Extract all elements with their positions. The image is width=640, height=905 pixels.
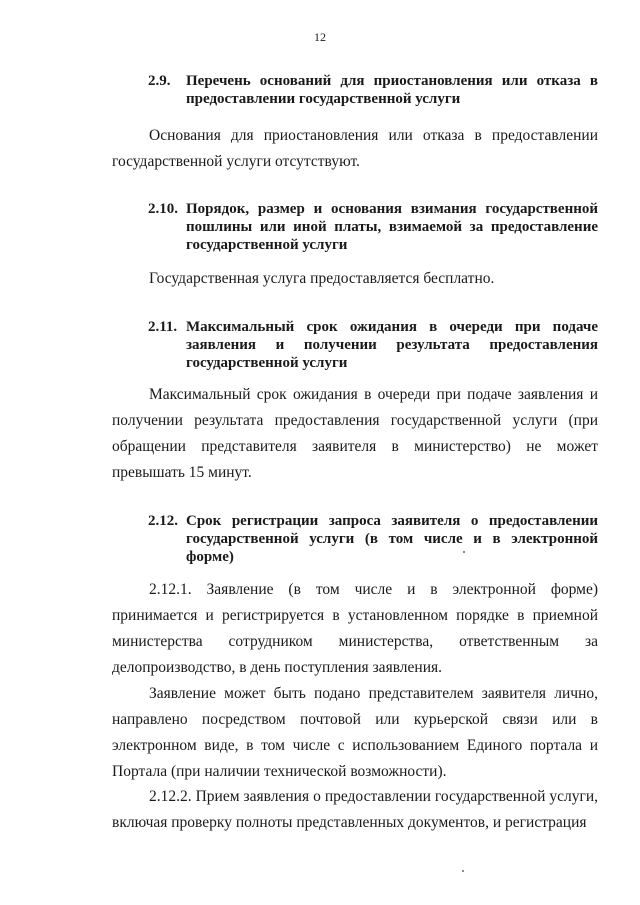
section-heading-2-11 — [148, 318, 598, 372]
section-heading-2-12 — [148, 512, 598, 566]
section-title: Срок регистрации запроса заявителя о предоставлении государственной услуги (в том числе и в электронной форме) — [186, 513, 598, 565]
section-heading-2-10 — [148, 200, 598, 254]
paragraph: Основания для приостановления или отказа в предоставлении государственной услуги отсутствуют. — [112, 127, 598, 170]
section-number: 2.11. — [148, 319, 178, 335]
paragraph: Заявление может быть подано представителем заявителя лично, направлено посредством почтовой или курьерской связи или в электронном виде, в том числе с использованием Единого портала и Портала (при наличии технической возможности). — [112, 685, 598, 780]
section-number: 2.9. — [148, 73, 171, 89]
section-title: Порядок, размер и основания взимания государственной пошлины или иной платы, взимаемой за предоставление государственной услуги — [186, 201, 598, 253]
section-title: Перечень оснований для приостановления или отказа в предоставлении государственной услуги — [186, 73, 598, 107]
page-number: 12 — [314, 30, 326, 44]
section-title: Максимальный срок ожидания в очереди при подаче заявления и получении результата предоставления государственной услуги — [186, 319, 598, 371]
scan-speck — [462, 870, 464, 872]
section-number: 2.10. — [148, 201, 178, 217]
paragraph: 2.12.2. Прием заявления о предоставлении государственной услуги, включая проверку полноты представленных документов, и регистрация — [112, 788, 598, 831]
paragraph: Максимальный срок ожидания в очереди при подаче заявления и получении результата предоставления государственной услуги (при обращении представителя заявителя в министерство) не может превышать 15 минут. — [112, 386, 598, 481]
section-heading-2-9 — [148, 72, 598, 108]
paragraph: Государственная услуга предоставляется бесплатно. — [149, 270, 495, 287]
section-number: 2.12. — [148, 513, 178, 529]
scan-speck — [463, 551, 465, 553]
paragraph: 2.12.1. Заявление (в том числе и в электронной форме) принимается и регистрируется в установленном порядке в приемной министерства сотрудником министерства, ответственным за делопроизводство, в день поступления заявления. — [112, 581, 598, 676]
